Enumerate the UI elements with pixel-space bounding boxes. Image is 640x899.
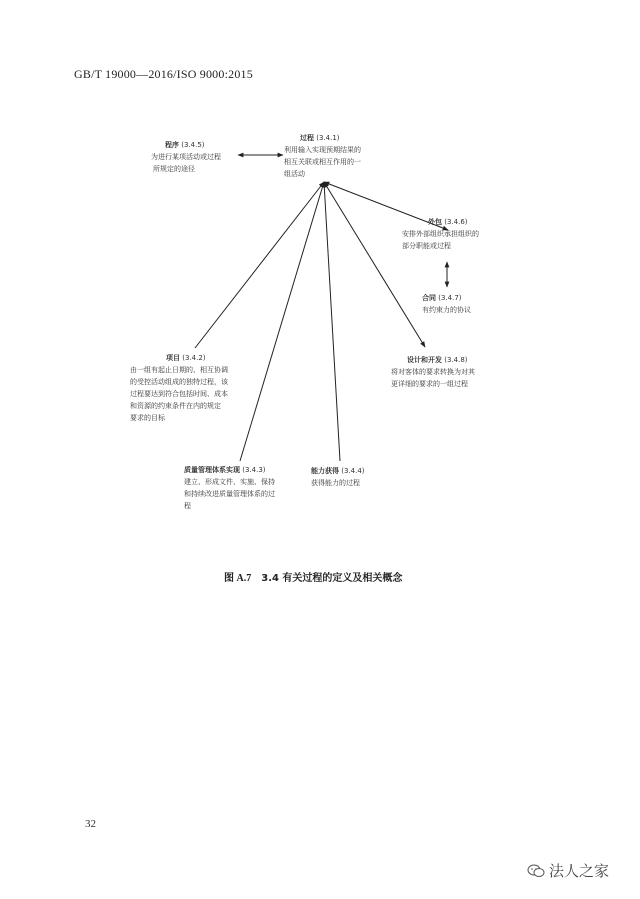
qms-def-1: 建立、形成文件、实施、保持 bbox=[184, 478, 275, 486]
outsource-def-1: 安排外部组织承担组织的 bbox=[402, 230, 479, 238]
project-def-4: 和资源的约束条件在内的规定 bbox=[130, 402, 221, 410]
process-def-1: 利用输入实现预期结果的 bbox=[284, 146, 361, 154]
qms-ref: (3.4.3) bbox=[242, 466, 266, 474]
process-term: 过程 bbox=[300, 134, 314, 142]
project-def-1: 由一组有起止日期的、相互协调 bbox=[130, 366, 228, 374]
node-process bbox=[284, 132, 361, 180]
qms-def-3: 程 bbox=[184, 502, 191, 510]
qms-term: 质量管理体系实现 bbox=[184, 466, 240, 474]
figure-title: 3.4 有关过程的定义及相关概念 bbox=[261, 573, 403, 584]
link-process-project bbox=[195, 182, 324, 348]
design-def-1: 将对客体的要求转换为对其 bbox=[391, 368, 475, 376]
design-def-2: 更详细的要求的一组过程 bbox=[391, 380, 468, 388]
node-outsource bbox=[402, 216, 479, 252]
design-ref: (3.4.8) bbox=[444, 356, 468, 364]
node-competence bbox=[311, 465, 365, 489]
link-process-qms bbox=[240, 182, 324, 461]
link-process-design bbox=[324, 182, 425, 347]
outsource-term: 外包 bbox=[428, 218, 442, 226]
figure-number: 图 A.7 bbox=[224, 573, 252, 584]
project-def-2: 的受控活动组成的独特过程，该 bbox=[130, 378, 228, 386]
page-number: 32 bbox=[85, 818, 96, 830]
project-def-3: 过程要达到符合包括时间、成本 bbox=[130, 390, 228, 398]
design-term: 设计和开发 bbox=[407, 356, 442, 364]
procedure-def-1: 为进行某项活动或过程 bbox=[151, 153, 221, 161]
wechat-icon bbox=[527, 864, 545, 878]
project-ref: (3.4.2) bbox=[182, 354, 206, 362]
link-process-competence bbox=[324, 182, 340, 461]
procedure-def-2: 所规定的途径 bbox=[153, 165, 195, 173]
watermark bbox=[527, 860, 609, 881]
process-def-3: 组活动 bbox=[284, 170, 305, 178]
node-contract bbox=[422, 292, 471, 316]
project-def-5: 要求的目标 bbox=[130, 414, 165, 422]
outsource-def-2: 部分职能或过程 bbox=[402, 242, 451, 250]
watermark-text: 法人之家 bbox=[549, 862, 610, 880]
process-def-2: 相互关联或相互作用的一 bbox=[284, 158, 361, 166]
outsource-ref: (3.4.6) bbox=[444, 218, 468, 226]
contract-term: 合同 bbox=[422, 294, 436, 302]
qms-def-2: 和持续改进质量管理体系的过 bbox=[184, 490, 275, 498]
procedure-term: 程序 bbox=[165, 141, 179, 149]
project-term: 项目 bbox=[166, 354, 180, 362]
node-design bbox=[391, 354, 475, 390]
node-project bbox=[130, 352, 228, 424]
process-ref: (3.4.1) bbox=[316, 134, 340, 142]
figure-caption bbox=[224, 569, 402, 584]
contract-def-1: 有约束力的协议 bbox=[422, 306, 471, 314]
competence-ref: (3.4.4) bbox=[341, 467, 365, 475]
standard-header: GB/T 19000—2016/ISO 9000:2015 bbox=[74, 67, 253, 81]
competence-def-1: 获得能力的过程 bbox=[311, 479, 360, 487]
node-procedure bbox=[151, 139, 221, 175]
node-qms bbox=[184, 464, 275, 512]
procedure-ref: (3.4.5) bbox=[181, 141, 205, 149]
competence-term: 能力获得 bbox=[311, 467, 339, 475]
contract-ref: (3.4.7) bbox=[438, 294, 462, 302]
